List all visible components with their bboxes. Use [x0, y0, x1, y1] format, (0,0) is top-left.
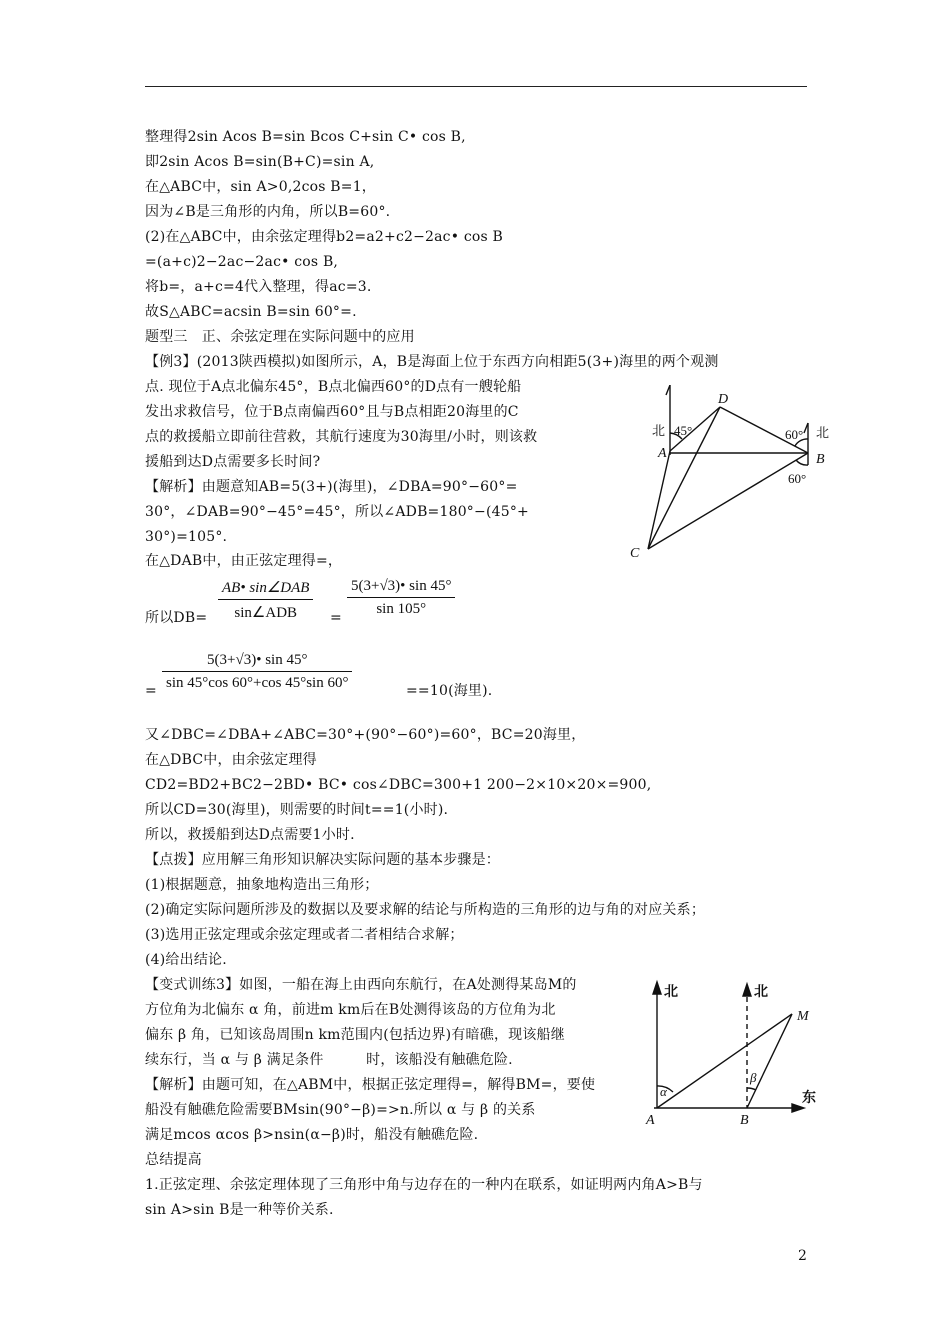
segment-bm	[747, 1014, 792, 1108]
label-alpha: α	[660, 1084, 667, 1099]
text-line: sin A>sin B是一种等价关系.	[145, 1202, 334, 1218]
fraction-1-denominator: sin∠ADB	[234, 605, 298, 621]
text-line: 将b=，a+c=4代入整理，得ac=3.	[145, 279, 372, 295]
text-line: 方位角为北偏东 α 角，前进m km后在B处测得该岛的方位角为北	[145, 1002, 556, 1018]
text-line: 30°)=105°.	[145, 529, 228, 545]
page-number: 2	[798, 1248, 807, 1264]
angle-arc-beta	[747, 1088, 756, 1090]
text-line: 点的救援船立即前往营救，其航行速度为30海里/小时，则该救	[145, 429, 538, 445]
text-line: 在△DAB中，由正弦定理得=，	[145, 553, 343, 569]
north-label-1: 北	[664, 985, 678, 1000]
label-a: A	[646, 1113, 655, 1128]
text-line: 发出求救信号，位于B点南偏西60°且与B点相距20海里的C	[145, 404, 519, 420]
figure-rescue-diagram	[620, 385, 845, 565]
fraction-2-numerator: 5(3+√3)• sin 45°	[347, 578, 455, 598]
section-heading: 总结提高	[145, 1152, 202, 1168]
section-heading: 题型三 正、余弦定理在实际问题中的应用	[145, 329, 415, 345]
north-arrow-a	[653, 982, 661, 994]
text-line: 1.正弦定理、余弦定理体现了三角形中角与边存在的一种内在联系，如证明两内角A>B与	[145, 1177, 703, 1193]
text-line: 即2sin Acos B=sin(B+C)=sin A,	[145, 154, 375, 170]
segment-am	[657, 1014, 792, 1108]
text-line: (2)在△ABC中，由余弦定理得b2=a2+c2−2ac• cos B	[145, 229, 504, 245]
text-line: 又∠DBC=∠DBA+∠ABC=30°+(90°−60°)=60°，BC=20海里，	[145, 727, 586, 743]
text-line: ==10(海里).	[406, 683, 493, 699]
text-line: CD2=BD2+BC2−2BD• BC• cos∠DBC=300+1 200−2×10×20×=900,	[145, 777, 652, 793]
header-rule	[145, 86, 807, 87]
text-line: 在△DBC中，由余弦定理得	[145, 752, 317, 768]
text-line: 【解析】由题意知AB=5(3+)(海里)，∠DBA=90°−60°=	[145, 479, 518, 495]
fraction-3-denominator: sin 45°cos 60°+cos 45°sin 60°	[166, 675, 349, 691]
north-arrow-b	[743, 984, 751, 996]
text-line: 船没有触礁危险需要BMsin(90°−β)=>n.所以 α 与 β 的关系	[145, 1102, 536, 1118]
text-line: 所以，救援船到达D点需要1小时.	[145, 827, 355, 843]
label-d: D	[718, 392, 729, 407]
label-b: B	[740, 1113, 749, 1128]
text-line: 在△ABC中，sin A>0,2cos B=1，	[145, 179, 377, 195]
text-line: (2)确定实际问题所涉及的数据以及要求解的结论与所构造的三角形的边与角的对应关系；	[145, 902, 706, 918]
text-line: 故S△ABC=acsin B=sin 60°=.	[145, 304, 357, 320]
fraction-1-numerator: AB• sin∠DAB	[218, 578, 313, 600]
text-line: 【点拨】应用解三角形知识解决实际问题的基本步骤是：	[145, 852, 500, 868]
label-beta: β	[750, 1070, 757, 1085]
north-label-2: 北	[754, 985, 768, 1000]
text-line: 偏东 β 角，已知该岛周围n km范围内(包括边界)有暗礁，现该船继	[145, 1027, 565, 1043]
text-line: =(a+c)2−2ac−2ac• cos B,	[145, 254, 339, 270]
label-b: B	[816, 452, 825, 467]
text-line: (1)根据题意，抽象地构造出三角形；	[145, 877, 379, 893]
label-a: A	[658, 446, 667, 461]
text-line: (4)给出结论.	[145, 952, 227, 968]
figure-ship-diagram	[640, 978, 830, 1128]
text-line: 【解析】由题可知，在△ABM中，根据正弦定理得=，解得BM=，要使	[145, 1077, 596, 1093]
text-line: 【变式训练3】如图，一船在海上由西向东航行，在A处测得某岛M的	[145, 977, 577, 993]
north-label-right: 北	[816, 425, 830, 440]
fraction-2-denominator: sin 105°	[376, 601, 427, 617]
text-line: =	[145, 683, 157, 699]
text-line: 整理得2sin Acos B=sin Bcos C+sin C• cos B,	[145, 129, 466, 145]
equals-sign: =	[330, 610, 342, 626]
text-line: 满足mcos αcos β>nsin(α−β)时，船没有触礁危险.	[145, 1127, 479, 1143]
fraction-2	[347, 578, 455, 618]
label-m: M	[797, 1009, 809, 1024]
text-line: 因为∠B是三角形的内角，所以B=60°.	[145, 204, 391, 220]
angle-60-bottom-label: 60°	[788, 471, 807, 486]
angle-60-top-label: 60°	[785, 427, 804, 442]
text-line: 【例3】(2013陕西模拟)如图所示，A，B是海面上位于东西方向相距5(3+)海里的两个观测	[145, 354, 719, 370]
angle-45-label: 45°	[674, 423, 693, 438]
text-line: 所以CD=30(海里)，则需要的时间t==1(小时).	[145, 802, 449, 818]
text-line: 30°，∠DAB=90°−45°=45°，所以∠ADB=180°−(45°+	[145, 504, 529, 520]
north-label-left: 北	[652, 423, 666, 438]
segment-ac	[648, 451, 670, 549]
fraction-3	[162, 652, 352, 692]
text-line: 点. 现位于A点北偏东45°，B点北偏西60°的D点有一艘轮船	[145, 379, 522, 395]
fraction-3-numerator: 5(3+√3)• sin 45°	[162, 652, 352, 672]
east-label: 东	[802, 1091, 816, 1106]
label-c: C	[630, 546, 640, 561]
text-line: (3)选用正弦定理或余弦定理或者二者相结合求解；	[145, 927, 464, 943]
text-line: 续东行，当 α 与 β 满足条件 时，该船没有触礁危险.	[145, 1052, 513, 1068]
fraction-1	[218, 578, 313, 622]
angle-arc-60-bottom	[796, 460, 808, 465]
text-line: 援船到达D点需要多长时间?	[145, 454, 321, 470]
text-line: 所以DB=	[145, 610, 208, 626]
